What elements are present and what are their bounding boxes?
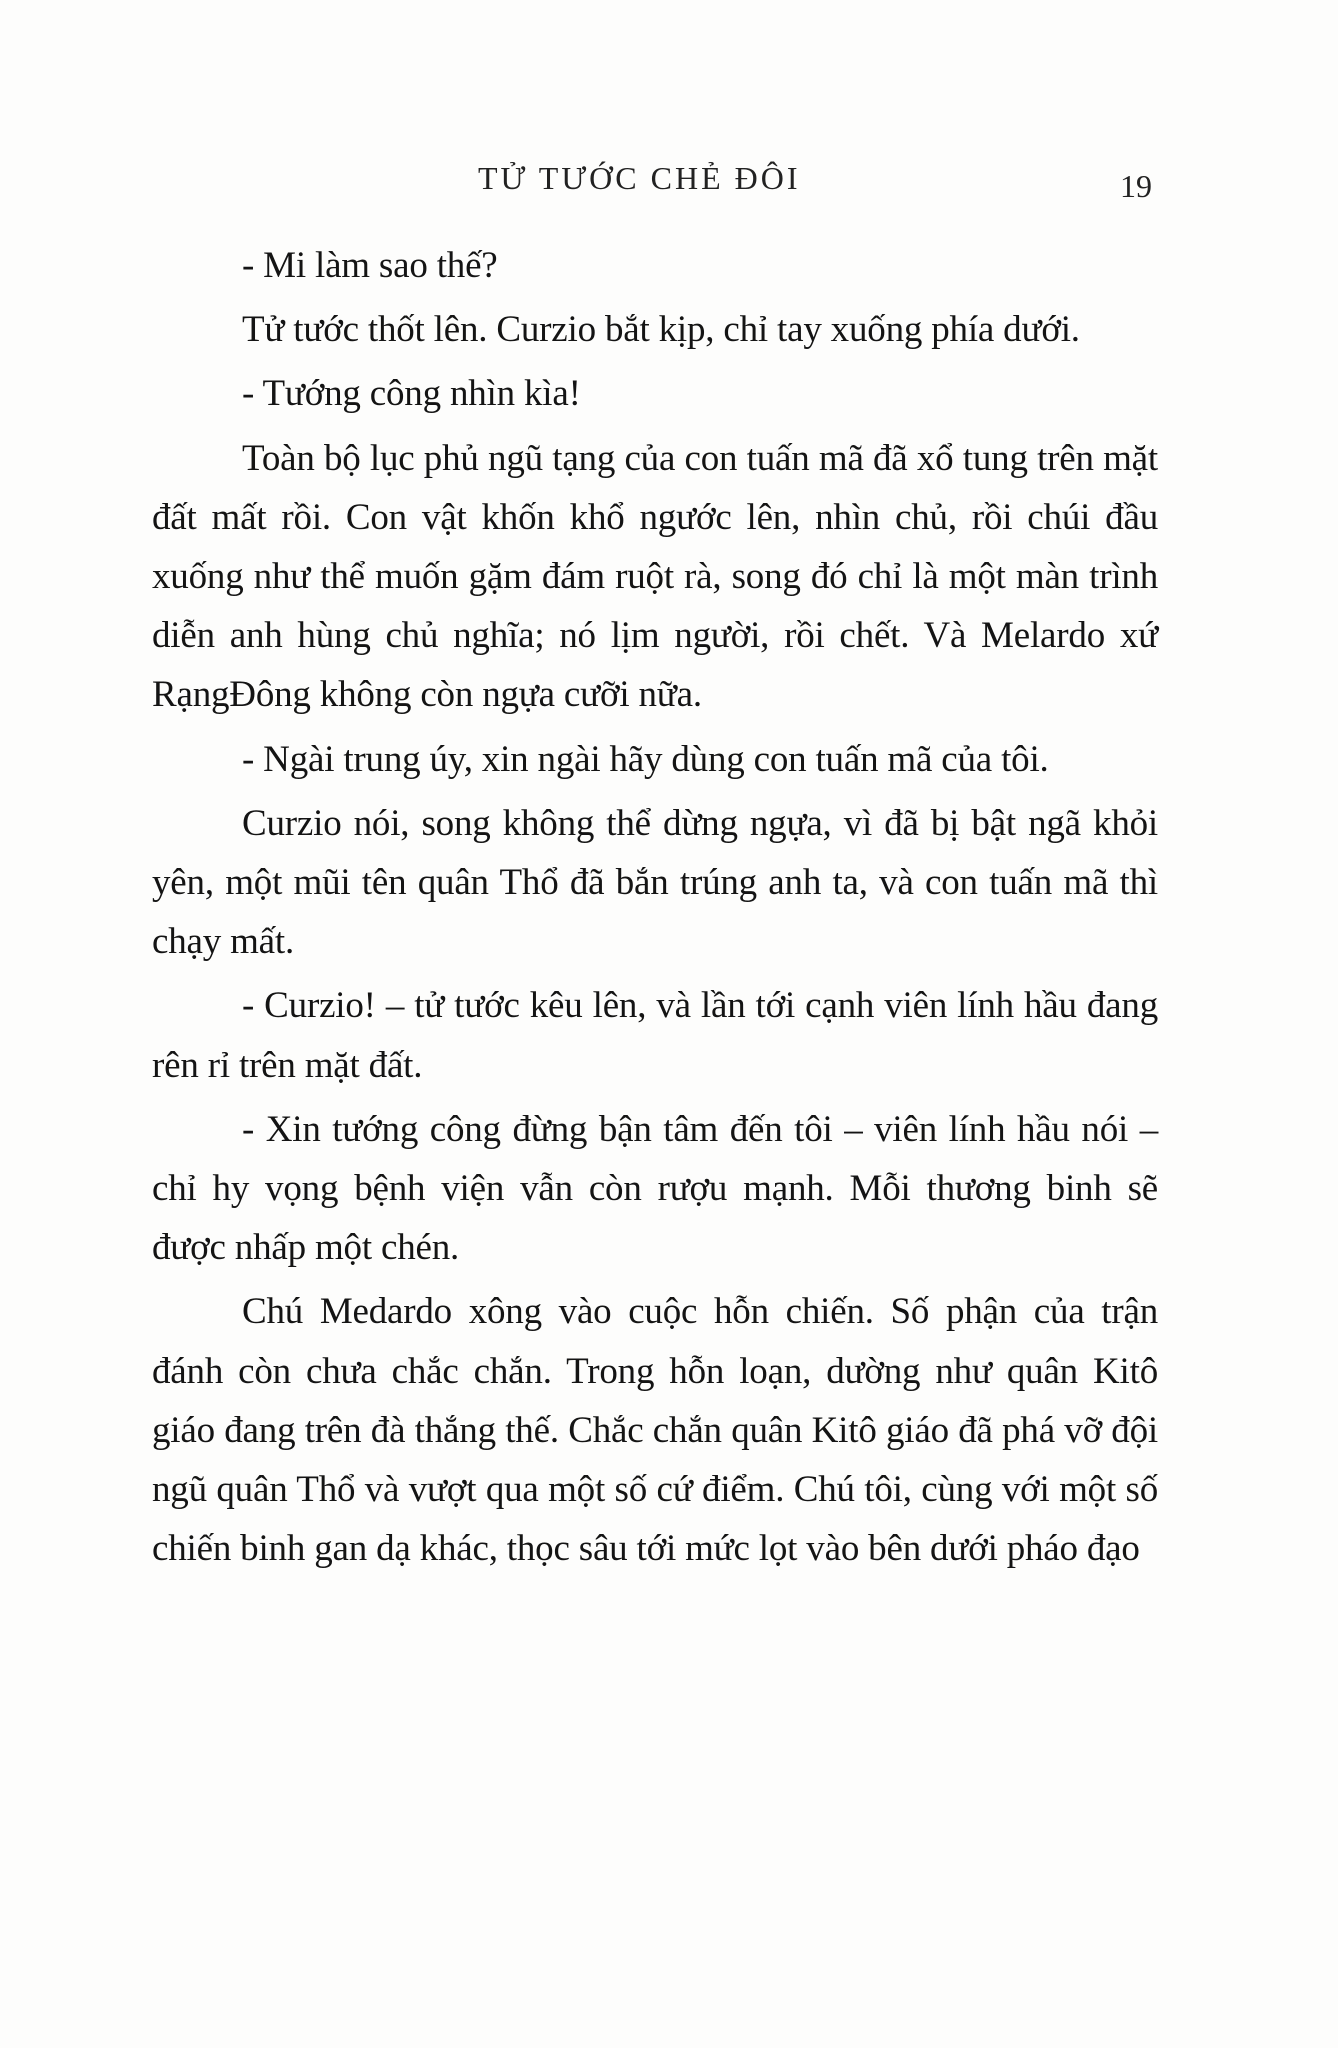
paragraph-dialogue: - Mi làm sao thế? xyxy=(242,245,498,286)
paragraph-dialogue: - Tướng công nhìn kìa! xyxy=(242,373,581,415)
paragraph-dialogue: - Xin tướng công đừng bận tâm đến tôi – viên lính hầu nói – chỉ hy vọng bệnh viện vẫn còn rượu mạnh. Mỗi thương binh sẽ được nhấp một chén. xyxy=(152,1108,1158,1269)
paragraph: Tử tước thốt lên. Curzio bắt kịp, chỉ tay xuống phía dưới. xyxy=(242,309,1080,351)
paragraph: Curzio nói, song không thể dừng ngựa, vì đã bị bật ngã khỏi yên, một mũi tên quân Thổ đã bắn trúng anh ta, và con tuấn mã thì chạy mất. xyxy=(152,802,1158,963)
page-header xyxy=(0,160,1338,210)
paragraph: Toàn bộ lục phủ ngũ tạng của con tuấn mã đã xổ tung trên mặt đất mất rồi. Con vật khốn khổ ngước lên, nhìn chủ, rồi chúi đầu xuống như thể muốn gặm đám ruột rà, song đó chỉ là một màn trình diễn anh hùng chủ nghĩa; nó lịm người, rồi chết. Và Melardo xứ RạngĐông không còn ngựa cưỡi nữa. xyxy=(152,437,1158,716)
paragraph-dialogue: - Curzio! – tử tước kêu lên, và lần tới cạnh viên lính hầu đang rên rỉ trên mặt đất. xyxy=(152,985,1158,1086)
paragraph: Chú Medardo xông vào cuộc hỗn chiến. Số phận của trận đánh còn chưa chắc chắn. Trong hỗn loạn, dường như quân Kitô giáo đang trên đà thắng thế. Chắc chắn quân Kitô giáo đã phá vỡ đội ngũ quân Thổ và vượt qua một số cứ điểm. Chú tôi, cùng với một số chiến binh gan dạ khác, thọc sâu tới mức lọt vào bên dưới pháo đạo xyxy=(152,1291,1158,1570)
paragraph-dialogue: - Ngài trung úy, xin ngài hãy dùng con tuấn mã của tôi. xyxy=(242,738,1049,780)
body-text xyxy=(152,236,1158,1583)
running-title: TỬ TƯỚC CHẺ ĐÔI xyxy=(478,160,801,196)
page-number: 19 xyxy=(1120,168,1152,204)
